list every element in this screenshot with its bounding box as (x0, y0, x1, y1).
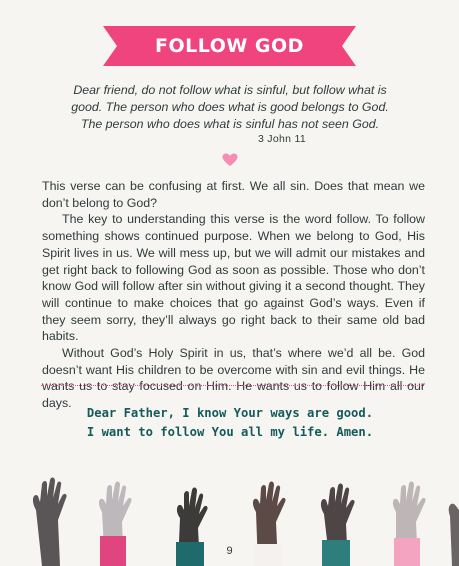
page-title: FOLLOW GOD (155, 35, 304, 57)
body-paragraph: This verse can be confusing at first. We all sin. Does that mean we don’t belong to God? (42, 179, 425, 210)
scripture-quote (60, 82, 400, 133)
quote-line: good. The person who does what is good belongs to God. (71, 100, 389, 114)
prayer-line: Dear Father, I know Your ways are good. (86, 406, 374, 420)
quote-line: Dear friend, do not follow what is sinful, but follow what is (73, 83, 387, 97)
title-banner (103, 26, 356, 66)
page-number: 9 (226, 545, 233, 557)
body-paragraph: The key to understanding this verse is the word follow. To follow something shows continued purpose. When we belong to God, His Spirit lives in us. We will mess up, but we will admit our mistakes and get right back to following God as soon as possible. Those who don’t know God will follow after sin without giving it a second thought. They will continue to make choices that go against God’s ways. Even if they seem sorry, they’ll always go right back to their same old bad habits. (42, 212, 425, 344)
prayer-line: I want to follow You all my life. Amen. (86, 425, 374, 439)
heart-icon (222, 153, 238, 167)
scripture-reference: 3 John 11 (257, 133, 306, 145)
dotted-divider (41, 385, 424, 386)
body-paragraph: Without God’s Holy Spirit in us, that’s where we’d all be. God doesn’t want His children to be overcome with sin and evil things. He wants us to stay focused on Him. He wants us to follow Him all our days. (42, 346, 425, 411)
devotional-body (42, 178, 425, 412)
prayer-block (40, 404, 420, 442)
quote-line: The person who does what is sinful has not seen God. (80, 117, 380, 131)
